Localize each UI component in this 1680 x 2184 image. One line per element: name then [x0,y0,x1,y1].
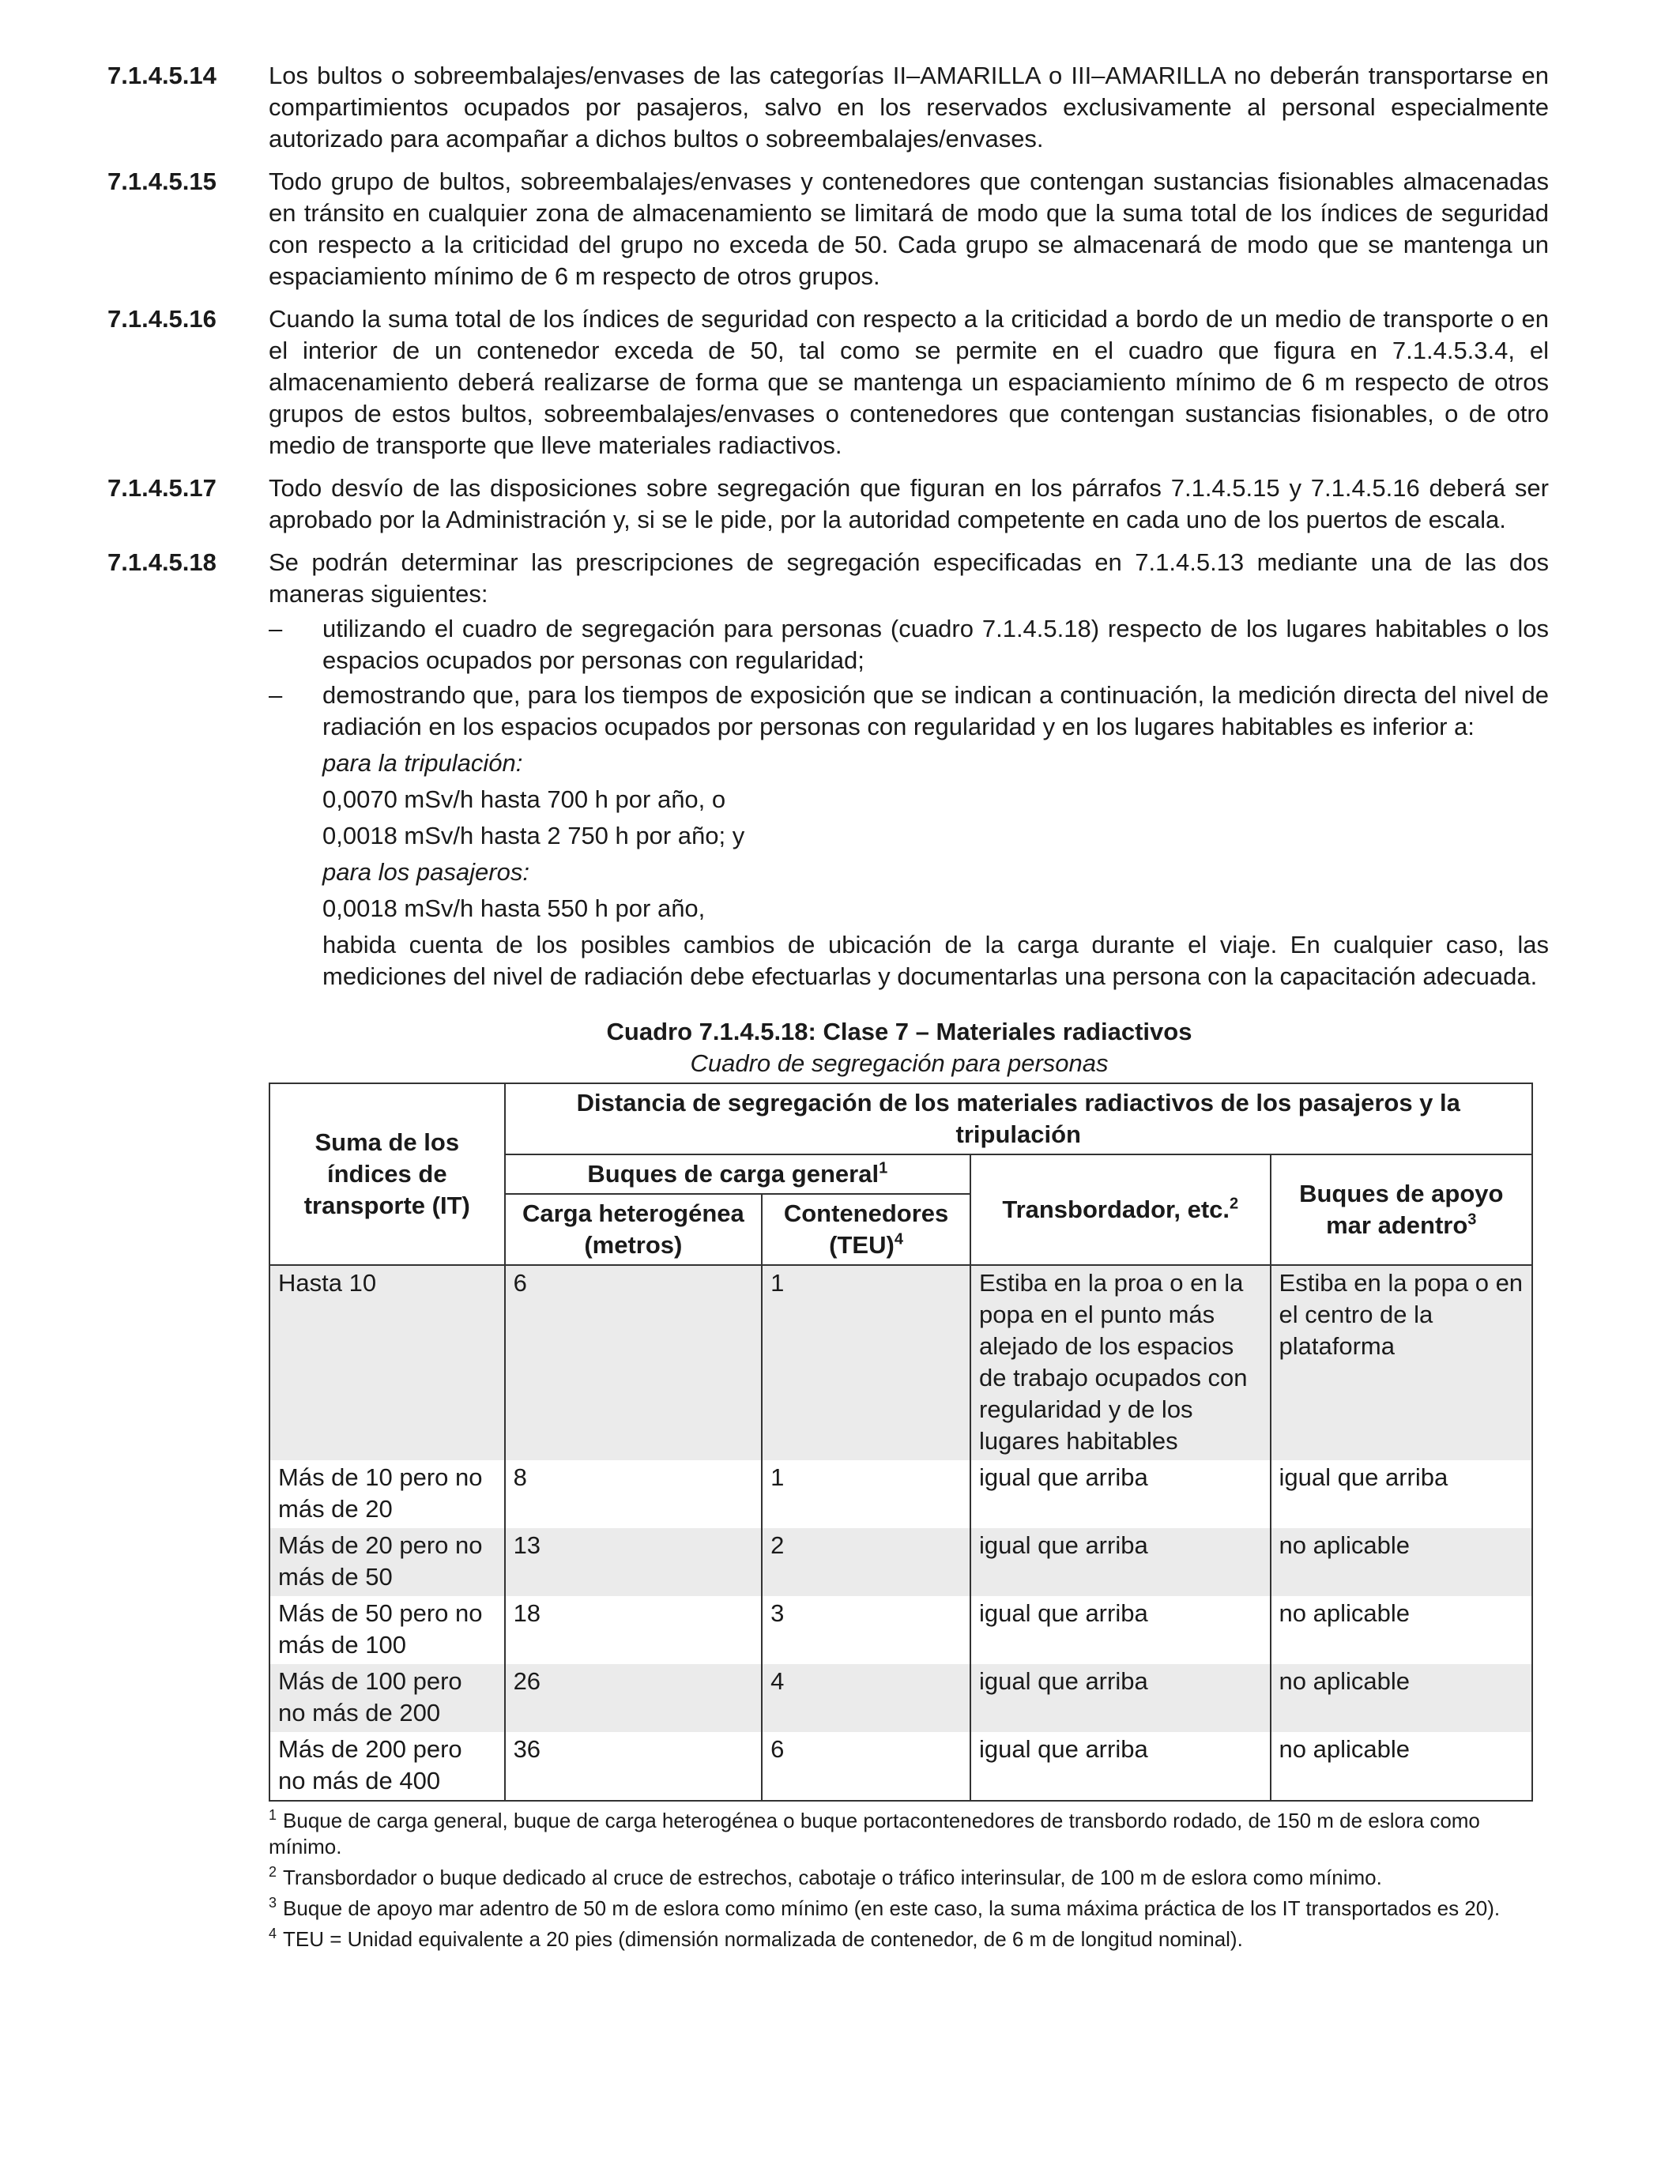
cell-offshore: no aplicable [1271,1664,1532,1732]
header-containers: Contenedores (TEU)$^4$ [762,1194,970,1265]
table-row [269,1460,1532,1528]
paragraph-number: 7.1.4.5.16 [107,305,217,333]
cell-offshore: no aplicable [1271,1596,1532,1664]
paragraph [107,166,1549,292]
table-row [269,1732,1532,1801]
header-distance-group: Distancia de segregación de los materiales radiactivos de los pasajeros y la tripulación [505,1083,1532,1154]
cell-offshore: no aplicable [1271,1528,1532,1596]
cell-teu: 3 [762,1596,970,1664]
table-row [269,1596,1532,1664]
paragraph-number: 7.1.4.5.14 [107,62,217,89]
header-hetero: Carga heterogénea (metros) [505,1194,763,1265]
list-item [269,613,1549,676]
paragraph-number: 7.1.4.5.17 [107,474,217,502]
table-row [269,1265,1532,1460]
paragraph-text: Los bultos o sobreembalajes/envases de las categorías II–AMARILLA o III–AMARILLA no deberán transportarse en compartimientos ocupados por pasajeros, salvo en los reservados exclusivamente al personal especialmente autorizado para acompañar a dichos bultos o sobreembalajes/envases. [269,62,1549,153]
paragraph [107,303,1549,461]
table-footnotes [269,1808,1533,1952]
header-ferry: Transbordador, etc.$^2$ [970,1154,1271,1265]
footnote: $^3$ Buque de apoyo mar adentro de 50 m de eslora como mínimo (en este caso, la suma máxima práctica de los IT transportados es 20). [269,1895,1501,1920]
table-title: Cuadro 7.1.4.5.18: Clase 7 – Materiales radiactivos [606,1018,1192,1045]
cell-teu: 4 [762,1664,970,1732]
document-page [107,60,1549,1957]
table-caption [269,1016,1530,1079]
cell-ferry: igual que arriba [970,1460,1271,1528]
paragraph-text: Se podrán determinar las prescripciones de segregación especificadas en 7.1.4.5.13 mediante una de las dos maneras siguientes: [269,548,1549,608]
passenger-label: para los pasajeros: [322,858,529,886]
crew-limit: 0,0018 mSv/h hasta 2 750 h por año; y [322,822,745,849]
paragraph-text: Todo grupo de bultos, sobreembalajes/envases y contenedores que contengan sustancias fisionables almacenadas en tránsito en cualquier zona de almacenamiento se limitará de modo que la suma total de los índices de seguridad con respecto a la criticidad del grupo no exceda de 50. Cada grupo se almacenará de modo que se mantenga un espaciamiento mínimo de 6 m respecto de otros grupos. [269,168,1549,290]
paragraph-18 [107,547,1549,997]
cell-ferry: igual que arriba [970,1596,1271,1664]
header-general-cargo: Buques de carga general$^1$ [505,1154,970,1194]
paragraph-body [269,547,1549,997]
passenger-limit: 0,0018 mSv/h hasta 550 h por año, [322,894,706,922]
cell-hetero: 6 [505,1265,763,1460]
cell-hetero: 8 [505,1460,763,1528]
cell-teu: 2 [762,1528,970,1596]
footnote: $^4$ TEU = Unidad equivalente a 20 pies (dimensión normalizada de contenedor, de 6 m de longitud nominal). [269,1926,1243,1951]
paragraph-number: 7.1.4.5.15 [107,168,217,195]
paragraph-text: Todo desvío de las disposiciones sobre segregación que figuran en los párrafos 7.1.4.5.15 y 7.1.4.5.16 deberá ser aprobado por la Administración y, si se le pide, por la autoridad competente en cada uno de los puertos de escala. [269,474,1549,533]
cell-ferry: igual que arriba [970,1664,1271,1732]
cell-teu: 6 [762,1732,970,1801]
cell-ferry: Estiba en la proa o en la popa en el punto más alejado de los espacios de trabajo ocupados con regularidad y de los lugares habitables [970,1265,1271,1460]
cell-it: Más de 10 pero no más de 20 [269,1460,505,1528]
cell-teu: 1 [762,1265,970,1460]
header-it: Suma de los índices de transporte (IT) [269,1083,505,1265]
table-row [269,1528,1532,1596]
cell-offshore: igual que arriba [1271,1460,1532,1528]
cell-hetero: 13 [505,1528,763,1596]
list-dash: – [269,615,283,642]
cell-hetero: 18 [505,1596,763,1664]
cell-offshore: Estiba en la popa o en el centro de la plataforma [1271,1265,1532,1460]
cell-hetero: 36 [505,1732,763,1801]
crew-limit: 0,0070 mSv/h hasta 700 h por año, o [322,785,726,813]
segregation-table [269,1083,1533,1802]
list-item-text: demostrando que, para los tiempos de exposición que se indican a continuación, la medición directa del nivel de radiación en los espacios ocupados por personas con regularidad y en los lugares habitables es inferior a: [322,681,1549,740]
footnote: $^1$ Buque de carga general, buque de carga heterogénea o buque portacontenedores de transbordo rodado, de 150 m de eslora como mínimo. [269,1807,1480,1858]
header-offshore: Buques de apoyo mar adentro$^3$ [1271,1154,1532,1265]
cell-it: Más de 20 pero no más de 50 [269,1528,505,1596]
cell-it: Más de 200 pero no más de 400 [269,1732,505,1801]
table-subtitle: Cuadro de segregación para personas [690,1049,1109,1077]
paragraph-number: 7.1.4.5.18 [107,548,217,576]
table-row [269,1664,1532,1732]
exposure-limits [322,747,1549,992]
list-dash: – [269,681,283,709]
paragraph [107,473,1549,536]
cell-it: Más de 100 pero no más de 200 [269,1664,505,1732]
crew-label: para la tripulación: [322,749,523,777]
cell-offshore: no aplicable [1271,1732,1532,1801]
cell-hetero: 26 [505,1664,763,1732]
cell-teu: 1 [762,1460,970,1528]
cell-ferry: igual que arriba [970,1528,1271,1596]
cell-it: Más de 50 pero no más de 100 [269,1596,505,1664]
list-item [269,680,1549,743]
paragraph [107,60,1549,155]
cell-it: Hasta 10 [269,1265,505,1460]
footnote: $^2$ Transbordador o buque dedicado al cruce de estrechos, cabotaje o tráfico interinsular, de 100 m de eslora como mínimo. [269,1864,1382,1889]
cell-ferry: igual que arriba [970,1732,1271,1801]
closing-text: habida cuenta de los posibles cambios de ubicación de la carga durante el viaje. En cualquier caso, las mediciones del nivel de radiación debe efectuarlas y documentarlas una persona con la capacitación adecuada. [322,931,1549,990]
paragraph-text: Cuando la suma total de los índices de seguridad con respecto a la criticidad a bordo de un medio de transporte o en el interior de un contenedor exceda de 50, tal como se permite en el cuadro que figura en 7.1.4.5.3.4, el almacenamiento deberá realizarse de forma que se mantenga un espaciamiento mínimo de 6 m respecto de otros grupos de estos bultos, sobreembalajes/envases o contenedores que contengan sustancias fisionables, o de otro medio de transporte que lleve materiales radiactivos. [269,305,1549,459]
list-item-text: utilizando el cuadro de segregación para personas (cuadro 7.1.4.5.18) respecto de los lugares habitables o los espacios ocupados por personas con regularidad; [322,615,1549,674]
